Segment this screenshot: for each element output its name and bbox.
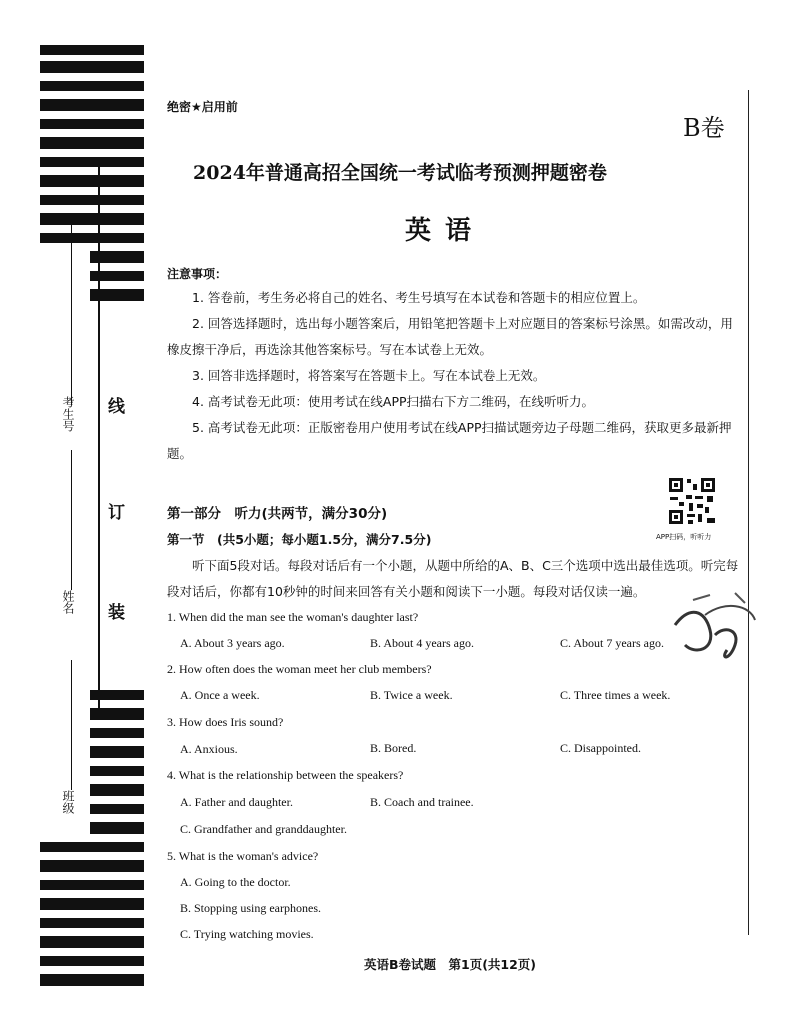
notice-heading: 注意事项： bbox=[167, 267, 228, 281]
binding-line bbox=[98, 160, 100, 720]
name-line bbox=[71, 450, 72, 590]
notice-item: 4. 高考试卷无此项：使用考试在线APP扫描右下方二维码，在线听听力。 bbox=[192, 394, 595, 409]
page-footer: 英语B卷试题 第1页(共12页) bbox=[363, 957, 537, 972]
right-margin-rule bbox=[748, 90, 749, 935]
answer-option[interactable]: B. Coach and trainee. bbox=[370, 795, 474, 809]
exam-title: 2024年普通高招全国统一考试临考预测押题密卷 bbox=[193, 162, 607, 184]
answer-option[interactable]: C. Three times a week. bbox=[560, 688, 671, 702]
notice-list bbox=[167, 285, 742, 467]
answer-option[interactable]: A. Once a week. bbox=[180, 688, 260, 702]
answer-option[interactable]: C. Grandfather and granddaughter. bbox=[180, 822, 347, 836]
listening-instructions: 听下面5段对话。每段对话后有一个小题，从题中所给的A、B、C三个选项中选出最佳选项。听完每段对话后，你都有10秒钟的时间来回答有关小题和阅读下一小题。每段对话仅读一遍。 bbox=[167, 558, 739, 599]
exam-number-label: 考生号 bbox=[61, 396, 75, 432]
notice-item: 3. 回答非选择题时，将答案写在答题卡上。写在本试卷上无效。 bbox=[192, 368, 546, 383]
question-stem: 2. How often does the woman meet her club members? bbox=[167, 662, 432, 676]
question-stem: 5. What is the woman's advice? bbox=[167, 849, 319, 863]
name-label: 姓名 bbox=[61, 590, 75, 614]
confidential-label: 绝密★启用前 bbox=[167, 100, 238, 114]
part-heading: 第一部分 听力(共两节，满分30分) bbox=[167, 506, 388, 522]
binding-mark-line: 线 bbox=[108, 397, 125, 417]
answer-option[interactable]: A. Going to the doctor. bbox=[180, 875, 291, 889]
question-stem: 4. What is the relationship between the speakers? bbox=[167, 768, 404, 782]
class-label: 班级 bbox=[61, 790, 75, 814]
handwritten-scribble-icon bbox=[665, 585, 765, 665]
binding-mark-staple: 订 bbox=[108, 503, 125, 523]
binding-strip bbox=[0, 0, 145, 1035]
notice-item: 2. 回答选择题时，选出每小题答案后，用铅笔把答题卡上对应题目的答案标号涂黑。如需改动，用橡皮擦干净后，再选涂其他答案标号。写在本试卷上无效。 bbox=[167, 316, 733, 357]
binding-mark-bind: 装 bbox=[108, 603, 125, 623]
qr-code-icon[interactable] bbox=[667, 476, 717, 526]
answer-option[interactable]: C. Disappointed. bbox=[560, 741, 641, 755]
answer-option[interactable]: B. Twice a week. bbox=[370, 688, 453, 702]
class-line bbox=[71, 660, 72, 790]
answer-option[interactable]: C. Trying watching movies. bbox=[180, 927, 314, 941]
notice-item: 1. 答卷前，考生务必将自己的姓名、考生号填写在本试卷和答题卡的相应位置上。 bbox=[192, 290, 646, 305]
answer-option[interactable]: A. About 3 years ago. bbox=[180, 636, 285, 650]
question-stem: 3. How does Iris sound? bbox=[167, 715, 284, 729]
answer-option[interactable]: A. Father and daughter. bbox=[180, 795, 293, 809]
answer-option[interactable]: A. Anxious. bbox=[180, 742, 238, 756]
answer-option[interactable]: B. Bored. bbox=[370, 741, 417, 755]
section-heading: 第一节 (共5小题；每小题1.5分，满分7.5分) bbox=[167, 532, 432, 547]
notice-item: 5. 高考试卷无此项：正版密卷用户使用考试在线APP扫描试题旁边子母题二维码，获取更多最新押题。 bbox=[167, 420, 732, 461]
question-stem: 1. When did the man see the woman's daughter last? bbox=[167, 610, 419, 624]
answer-option[interactable]: B. About 4 years ago. bbox=[370, 636, 474, 650]
qr-caption: APP扫码，听听力 bbox=[656, 533, 712, 541]
answer-option[interactable]: B. Stopping using earphones. bbox=[180, 901, 321, 915]
answer-option[interactable]: C. About 7 years ago. bbox=[560, 636, 664, 650]
subject-title: 英语 bbox=[405, 216, 486, 246]
exam-number-line bbox=[71, 225, 72, 405]
paper-version: B卷 bbox=[683, 114, 725, 142]
